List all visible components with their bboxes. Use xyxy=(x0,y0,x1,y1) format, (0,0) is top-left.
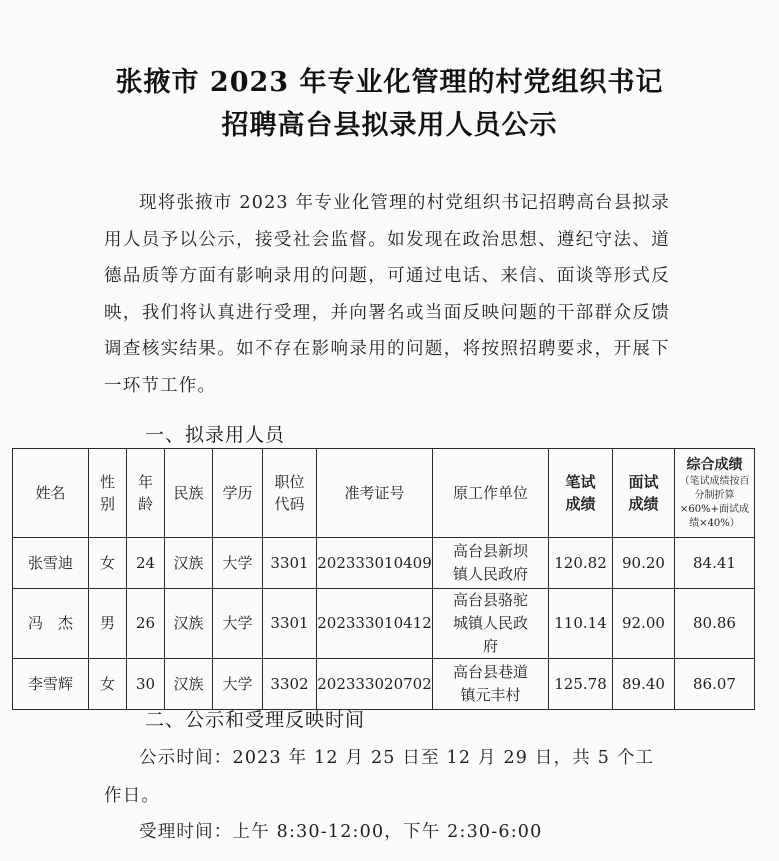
publicity-time-text: 公示时间：2023 年 12 月 25 日至 12 月 29 日，共 5 个工作日。 xyxy=(104,748,655,806)
cell-name: 李雪辉 xyxy=(13,659,89,710)
header-interview-score: 面试成绩 xyxy=(613,449,675,538)
header-education: 学历 xyxy=(213,449,263,538)
cell-exam-id: 202333020702 xyxy=(317,659,433,710)
cell-name: 张雪迪 xyxy=(13,538,89,589)
cell-name: 冯 杰 xyxy=(13,589,89,659)
acceptance-time-text: 受理时间：上午 8:30-12:00，下午 2:30-6:00 xyxy=(139,822,543,842)
cell-interview-score: 90.20 xyxy=(613,538,675,589)
table-row xyxy=(13,538,755,589)
cell-education: 大学 xyxy=(213,538,263,589)
cell-written-score: 125.78 xyxy=(549,659,613,710)
header-age: 年龄 xyxy=(127,449,165,538)
document-title-line-2: 招聘高台县拟录用人员公示 xyxy=(221,110,558,141)
cell-education: 大学 xyxy=(213,589,263,659)
cell-total-score: 86.07 xyxy=(675,659,755,710)
cell-education: 大学 xyxy=(213,659,263,710)
document-title-line-1: 张掖市 2023 年专业化管理的村党组织书记 xyxy=(115,67,664,98)
table-row xyxy=(13,589,755,659)
cell-total-score: 80.86 xyxy=(675,589,755,659)
cell-position-code: 3301 xyxy=(263,538,317,589)
header-exam-id: 准考证号 xyxy=(317,449,433,538)
cell-written-score: 120.82 xyxy=(549,538,613,589)
table-header-row xyxy=(13,449,755,538)
header-position-code: 职位代码 xyxy=(263,449,317,538)
header-written-score: 笔试成绩 xyxy=(549,449,613,538)
cell-gender: 女 xyxy=(89,659,127,710)
cell-former-unit: 高台县新坝镇人民政府 xyxy=(433,538,549,589)
cell-total-score: 84.41 xyxy=(675,538,755,589)
header-total-score: 综合成绩 （笔试成绩按百分制折算×60%+面试成绩×40%） xyxy=(675,449,755,538)
cell-position-code: 3302 xyxy=(263,659,317,710)
cell-former-unit: 高台县骆驼城镇人民政府 xyxy=(433,589,549,659)
cell-position-code: 3301 xyxy=(263,589,317,659)
cell-written-score: 110.14 xyxy=(549,589,613,659)
cell-gender: 女 xyxy=(89,538,127,589)
cell-interview-score: 89.40 xyxy=(613,659,675,710)
intro-paragraph: 现将张掖市 2023 年专业化管理的村党组织书记招聘高台县拟录用人员予以公示，接受社会监督。如发现在政治思想、遵纪守法、道德品质等方面有影响录用的问题，可通过电话、来信、面谈等形式反映，我们将认真进行受理，并向署名或当面反映问题的干部群众反馈调查核实结果。如不存在影响录用的问题，将按照招聘要求，开展下一环节工作。 xyxy=(104,193,670,396)
header-name: 姓名 xyxy=(13,449,89,538)
cell-ethnicity: 汉族 xyxy=(165,659,213,710)
cell-age: 30 xyxy=(127,659,165,710)
section-heading-candidates: 一、拟录用人员 xyxy=(145,424,286,446)
cell-gender: 男 xyxy=(89,589,127,659)
header-gender: 性别 xyxy=(89,449,127,538)
cell-exam-id: 202333010409 xyxy=(317,538,433,589)
table-row xyxy=(13,659,755,710)
cell-ethnicity: 汉族 xyxy=(165,589,213,659)
cell-interview-score: 92.00 xyxy=(613,589,675,659)
cell-age: 24 xyxy=(127,538,165,589)
cell-former-unit: 高台县巷道镇元丰村 xyxy=(433,659,549,710)
candidates-table xyxy=(12,448,755,710)
cell-exam-id: 202333010412 xyxy=(317,589,433,659)
section-heading-time: 二、公示和受理反映时间 xyxy=(145,709,366,731)
cell-age: 26 xyxy=(127,589,165,659)
header-former-unit: 原工作单位 xyxy=(433,449,549,538)
header-ethnicity: 民族 xyxy=(165,449,213,538)
cell-ethnicity: 汉族 xyxy=(165,538,213,589)
total-score-formula-note: （笔试成绩按百分制折算×60%+面试成绩×40%） xyxy=(679,476,750,529)
